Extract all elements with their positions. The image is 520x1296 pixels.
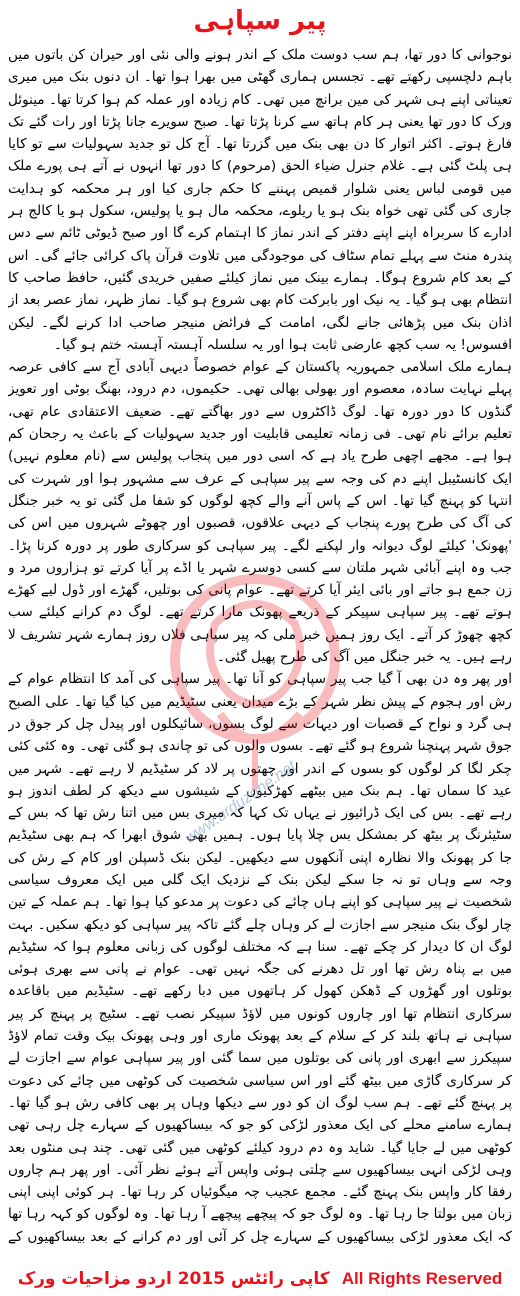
footer-urdu-text: کاپی رائٹس 2015 اردو مزاحیات ورک (17, 1269, 330, 1289)
paragraph-2: ہمارے ملک اسلامی جمہوریہ پاکستان کے عوام خصوصاً دیہی آبادی آج سے کافی عرصہ پہلے نہایت سادہ، معصوم اور بھولی بھالی تھی۔ حکیموں، دم درود، بھنگ بوٹی اور تعویز گنڈوں کا دور دورہ تھا۔ لوگ ڈاکٹروں سے دور بھاگتے تھے۔ ضعیف الاعتقادی عام تھی، تعلیم برائے نام تھی۔ فی زمانہ تعلیمی قابلیت اور جدید سہولیات کے باعث یہ رجحان کم ہوا ہے۔ مجھے اچھی طرح یاد ہے کہ اسی دور میں پنجاب پولیس سے (نام معلوم نہیں) ایک کانسٹیبل اپنے دم کی وجہ سے پیر سپاہی کے عرف سے مشہور ہوا اور شہرت کی انتہا کو پہنچ گیا تھا۔ اس کے پاس آنے والے کچھ لوگوں کو شفا مل گئی تو یہ خبر جنگل کی آگ کی طرح پورے پنجاب کے دیہی علاقوں، قصبوں اور چھوٹے شہروں میں اس کی 'پھونک' کیلئے لوگ دیوانہ وار لپکنے لگے۔ پیر سپاہی کو سرکاری طور پر دورہ کرنا پڑا۔ جب وہ اپنے آبائی شہر ملتان سے کسی دوسرے شہر یا اڈے پر آیا کرتے تو ہزاروں مرد و زن جمع ہو جاتے اور بائی ایئر آیا کرتے تھے۔ عوام پانی کی بوتلیں، گھڑے اور ڈول لیے کھڑے ہوتے تھے۔ پیر سپاہی سپیکر کے ذریعے پھونک مارا کرتے تھے۔ لوگ دم کرانے کیلئے سب کچھ چھوڑ کر آتے۔ ایک روز ہمیں خبر ملی کہ پیر سپاہی فلاں روز ہمارے شہر تشریف لا رہے ہیں۔ یہ خبر جنگل میں آگ کی طرح پھیل گئی۔ (8, 359, 512, 666)
footer-english-text: All Rights Reserved (341, 1269, 503, 1288)
footer-copyright (0, 1266, 520, 1292)
paragraph-1: نوجوانی کا دور تھا، ہم سب دوست ملک کے اندر ہونے والی نئی اور حیران کن باتوں میں باہم دلچسپی رکھتے تھے۔ تجسس ہماری گھٹی میں بھرا ہوا تھا۔ ان دنوں بنک میں میری تعیناتی اپنے ہی شہر کی مین برانچ میں تھی۔ کام زیادہ اور عملہ کم ہوا کرتا تھا۔ مینوئل ورک کا دور تھا یعنی ہر کام ہاتھ سے کرنا پڑتا تھا۔ صبح سویرے جانا پڑتا اور رات گئے تک فارغ ہوتے۔ اکثر اتوار کا دن بھی بنک میں گزرتا تھا۔ آج کل تو جدید سہولیات سے تو کایا ہی پلٹ گئی ہے۔ غلام جنرل ضیاء الحق (مرحوم) کا دور تھا انہوں نے آتے ہی پورے ملک میں قومی لباس یعنی شلوار قمیص پہننے کا حکم جاری کیا اور ہر محکمہ کو ہدایت جاری کی گئی تھی خواہ بنک ہو یا ریلوے، محکمہ مال ہو یا پولیس، سکول ہو یا کالج ہر ادارے کا سربراہ اپنے اپنے دفتر کے اندر نماز کا اہتمام کرے گا اور صبح ڈیوٹی ٹائم سے دس پندرہ منٹ سے پہلے تمام سٹاف کی موجودگی میں تلاوت قرآن پاک کرائی جائے گی۔ اس کے بعد کام شروع ہوگا۔ ہمارے بینک میں نماز کیلئے صفیں خریدی گئیں، حافظ صاحب کا انتظام بھی ہو گیا۔ یہ نیک اور بابرکت کام بھی شروع ہو گیا۔ نماز ظہر، نماز عصر بعد از اذان بنک میں پڑھائی جانے لگی، امامت کے فرائض منیجر صاحب ادا کرنے لگے۔ لیکن افسوس! یہ سب کچھ عارضی ثابت ہوا اور یہ سلسلہ آہستہ آہستہ ختم ہو گیا۔ (8, 47, 512, 353)
article-title: پیر سپاہی (193, 6, 327, 36)
paragraph-3: اور پھر وہ دن بھی آ گیا جب پیر سپاہی کو آنا تھا۔ پیر سپاہی کی آمد کا انتظام عوام کے رش اور ہجوم کے پیش نظر شہر کے بڑے میدان یعنی سٹیڈیم میں کیا گیا تھا۔ علی الصبح ہی گرد و نواح کے قصبات اور دیہات سے لوگ بسوں، سائیکلوں اور پیدل چل کر جوق در جوق شہر پہنچنا شروع ہو گئے تھے۔ بسوں والوں کی تو چاندی ہو گئی تھی۔ وہ کئی کئی چکر لگا کر لوگوں کو بسوں کے اندر اور چھتوں پر لاد کر سٹیڈیم لا رہے تھے۔ شہر میں عید کا سماں تھا۔ ہم بنک میں بیٹھے کھڑکیوں کے شیشوں سے دیکھ کر لطف اندوز ہو رہے تھے۔ بس کی ایک ڈرائیور نے یہاں تک کہا کہ میری بس میں اتنا رش تھا کہ بس کے سٹیئرنگ پر بیٹھ کر بمشکل بس چلا پایا ہوں۔ ہمیں بھی شوق ابھرا کہ ہم بھی سٹیڈیم جا کر پھونک والا نظارہ اپنی آنکھوں سے دیکھیں۔ لیکن بنک ڈسپلن اور کام کے رش کی وجہ سے وہاں تو نہ جا سکے لیکن بنک کے نزدیک ایک گلی میں ایک معروف سیاسی شخصیت نے پیر سپاہی کو اپنے ہاں چائے کی دعوت پر مدعو کیا ہوا تھا۔ ہم عملہ کے تین چار لوگ بنک منیجر سے اجازت لے کر وہاں چلے گئے تاکہ پیر سپاہی کو دیکھ سکیں۔ بہت لوگ ان کا دیدار کر چکے تھے۔ سنا ہے کہ مختلف لوگوں کی زبانی معلوم ہوا کہ سٹیڈیم میں بے پناہ رش تھا اور تل دھرنے کی جگہ نہیں تھی۔ عوام نے پانی سے بھری ہوئی بوتلوں اور گھڑوں کے ڈھکن کھول کر ہاتھوں میں دبا رکھے تھے۔ سٹیڈیم میں باقاعدہ سرکاری انتظام تھا اور چاروں کونوں میں لاؤڈ سپیکر نصب تھے۔ سٹیج پر پہنچ کر پیر سپاہی نے ہاتھ بلند کر کے سلام کے بعد پھونک ماری اور وہی پھونک بیک وقت تمام لاؤڈ سپیکرز سے ابھری اور پانی کی بوتلوں میں سما گئی اور پیر سپاہی عوام سے اجازت لے کر سرکاری گاڑی میں بیٹھ گئے اور اس سیاسی شخصیت کی کوٹھی میں چائے کی دعوت پر پہنچ گئے تھے۔ ہم سب لوگ ان کو دور سے دیکھا وہاں پر بھی کافی رش ہو گیا تھا۔ ہمارے سامنے محلے کی ایک معذور لڑکی کو جو کہ بیساکھیوں کے سہارے چل رہی تھی کوٹھی میں لے جایا گیا۔ شاید وہ دم درود کیلئے کوٹھی میں گئی تھی۔ چند ہی منٹوں بعد وہی لڑکی انہی بیساکھیوں سے چلتی ہوئی واپس آتے ہوئے نظر آئی۔ اور پھر ہم چاروں رفقا کار واپس بنک پہنچ گئے۔ مجمع عجیب چہ میگوئیاں کر رہا تھا۔ ہر کوئی اپنی اپنی زبان میں بولتا جا رہا تھا۔ وہ لوگ جو کہ پیچھے پیچھے آ رہا تھا۔ وہ لوگوں کو کہہ رہا تھا کہ ایک معذور لڑکی بیساکھیوں کے سہارے چل کر آئی اور دم کرانے کے بعد بیساکھیوں کے (8, 671, 512, 1244)
watermark-site-text: www.urduzone.net (181, 757, 300, 848)
article-body (8, 44, 512, 1244)
